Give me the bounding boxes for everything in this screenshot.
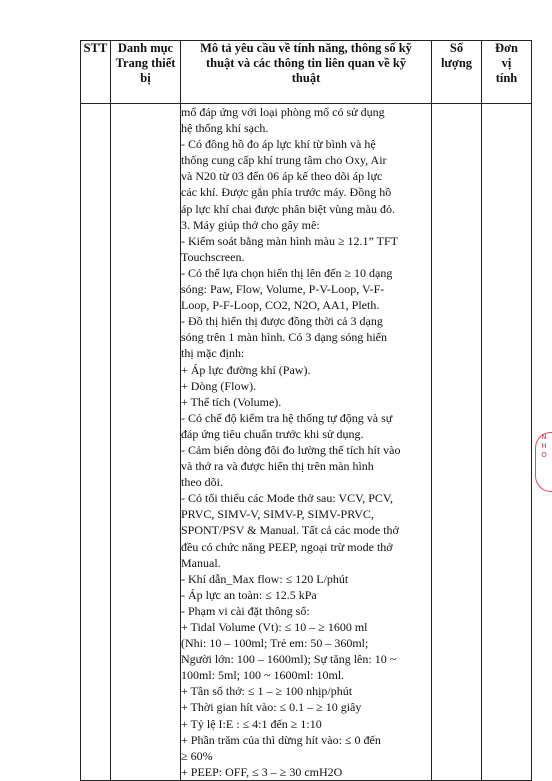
- description-line: và thở ra và được hiển thị trên màn hình: [181, 459, 374, 474]
- description-line: + PEEP: OFF, ≤ 3 – ≥ 30 cmH2O: [181, 764, 343, 779]
- header-stt: [81, 41, 111, 104]
- description-line: (Nhi: 10 – 100ml; Trẻ em: 50 – 360ml;: [181, 636, 369, 651]
- stt-cell: [81, 104, 111, 781]
- description-line: Người lớn: 100 – 1600ml); Sự tăng lên: 10 ~: [181, 652, 397, 667]
- description-line: - Cảm biến dòng đôi đo lường thể tích hít vào: [181, 442, 401, 457]
- description-line: - Áp lực an toàn: ≤ 12.5 kPa: [181, 587, 317, 602]
- description-line: đáp ứng tiêu chuẩn trước khi sử dụng.: [181, 426, 364, 441]
- description-line: thị mặc định:: [181, 346, 245, 361]
- description-line: + Dòng (Flow).: [181, 378, 257, 393]
- description-line: - Có tối thiểu các Mode thở sau: VCV, PCV,: [181, 491, 394, 506]
- header-category-line: Trang thiết: [115, 56, 176, 70]
- description-line: Manual.: [181, 555, 221, 570]
- header-stt-text: STT: [83, 41, 108, 55]
- red-stamp-fragment: [535, 432, 552, 492]
- header-category: [111, 41, 181, 104]
- description-line: sóng trên 1 màn hình. Có 3 dạng sóng hiển: [181, 330, 387, 345]
- description-line: - Kiểm soát bằng màn hình màu ≥ 12.1” TFT: [181, 233, 398, 248]
- header-quantity-line: lượng: [440, 56, 473, 70]
- description-line: các khí. Được gắn phía trước máy. Đồng hồ: [181, 185, 392, 200]
- spec-table: [80, 40, 532, 781]
- description-line: 100ml: 5ml; 100 ~ 1600ml: 10ml.: [181, 668, 345, 683]
- description-line: - Có đồng hồ đo áp lực khí từ bình và hệ: [181, 137, 376, 152]
- header-unit-line: vị: [501, 56, 512, 70]
- description-line: - Khí dẫn_Max flow: ≤ 120 L/phút: [181, 571, 349, 586]
- description-line: ≥ 60%: [181, 748, 213, 763]
- header-quantity: [432, 41, 482, 104]
- unit-cell: [482, 104, 532, 781]
- description-line: + Phần trăm của thì dừng hít vào: ≤ 0 đến: [181, 732, 381, 747]
- description-line: đều có chức năng PEEP, ngoại trừ mode thở: [181, 539, 393, 554]
- description-line: - Đồ thị hiển thị được đồng thời cả 3 dạng: [181, 314, 383, 329]
- description-line: + Thể tích (Volume).: [181, 394, 282, 409]
- header-category-line: bị: [140, 71, 151, 85]
- description-line: - Có chế độ kiểm tra hệ thống tự động và sự: [181, 410, 393, 425]
- header-unit-line: Đơn: [495, 41, 518, 55]
- category-cell: [111, 104, 181, 781]
- description-line: áp lực khí chai được phân biệt vùng màu đỏ.: [181, 201, 395, 216]
- description-line: theo dõi.: [181, 475, 223, 490]
- header-description-line: Mô tả yêu cầu về tính năng, thông số kỹ: [200, 41, 412, 55]
- description-line: + Áp lực đường khí (Paw).: [181, 362, 311, 377]
- description-line: - Có thể lựa chọn hiển thị lên đến ≥ 10 dạng: [181, 265, 393, 280]
- table-row: [81, 104, 532, 781]
- description-line: Loop, P-F-Loop, CO2, N2O, AA1, Pleth.: [181, 298, 380, 313]
- description-line: SPONT/PSV & Manual. Tất cả các mode thở: [181, 523, 399, 538]
- header-description-line: thuật: [291, 71, 321, 85]
- stamp-letter: O: [541, 451, 547, 459]
- description-line: thống cung cấp khí trung tâm cho Oxy, Air: [181, 153, 387, 168]
- stamp-letter: H: [541, 442, 547, 450]
- header-description: [181, 41, 432, 104]
- description-text: [181, 104, 431, 780]
- header-category-line: Danh mục: [117, 41, 174, 55]
- description-line: mổ đáp ứng với loại phòng mổ có sử dụng: [181, 105, 385, 119]
- stamp-letter: N: [541, 433, 547, 441]
- description-cell: [181, 104, 432, 781]
- description-line: 3. Máy giúp thở cho gây mê:: [181, 217, 320, 232]
- description-line: PRVC, SIMV-V, SIMV-P, SIMV-PRVC,: [181, 507, 374, 522]
- description-line: hệ thống khí sạch.: [181, 121, 269, 136]
- description-line: + Thời gian hít vào: ≤ 0.1 – ≥ 10 giây: [181, 700, 362, 715]
- description-line: + Tidal Volume (Vt): ≤ 10 – ≥ 1600 ml: [181, 620, 368, 634]
- header-quantity-line: Số: [449, 41, 464, 55]
- description-line: và N20 từ 03 đến 06 áp kế theo dõi áp lực: [181, 169, 383, 184]
- description-line: + Tỷ lệ I:E : ≤ 4:1 đến ≥ 1:10: [181, 716, 322, 731]
- header-unit-line: tính: [495, 71, 518, 85]
- description-line: - Phạm vi cài đặt thông số:: [181, 603, 310, 618]
- header-unit: [482, 41, 532, 104]
- description-line: Touchscreen.: [181, 249, 245, 264]
- description-line: + Tần số thở: ≤ 1 – ≥ 100 nhịp/phút: [181, 684, 353, 699]
- quantity-cell: [432, 104, 482, 781]
- description-line: sóng: Paw, Flow, Volume, P-V-Loop, V-F-: [181, 282, 385, 297]
- table-header-row: [81, 41, 532, 104]
- header-description-line: thuật và các thông tin liên quan về kỹ: [205, 56, 407, 70]
